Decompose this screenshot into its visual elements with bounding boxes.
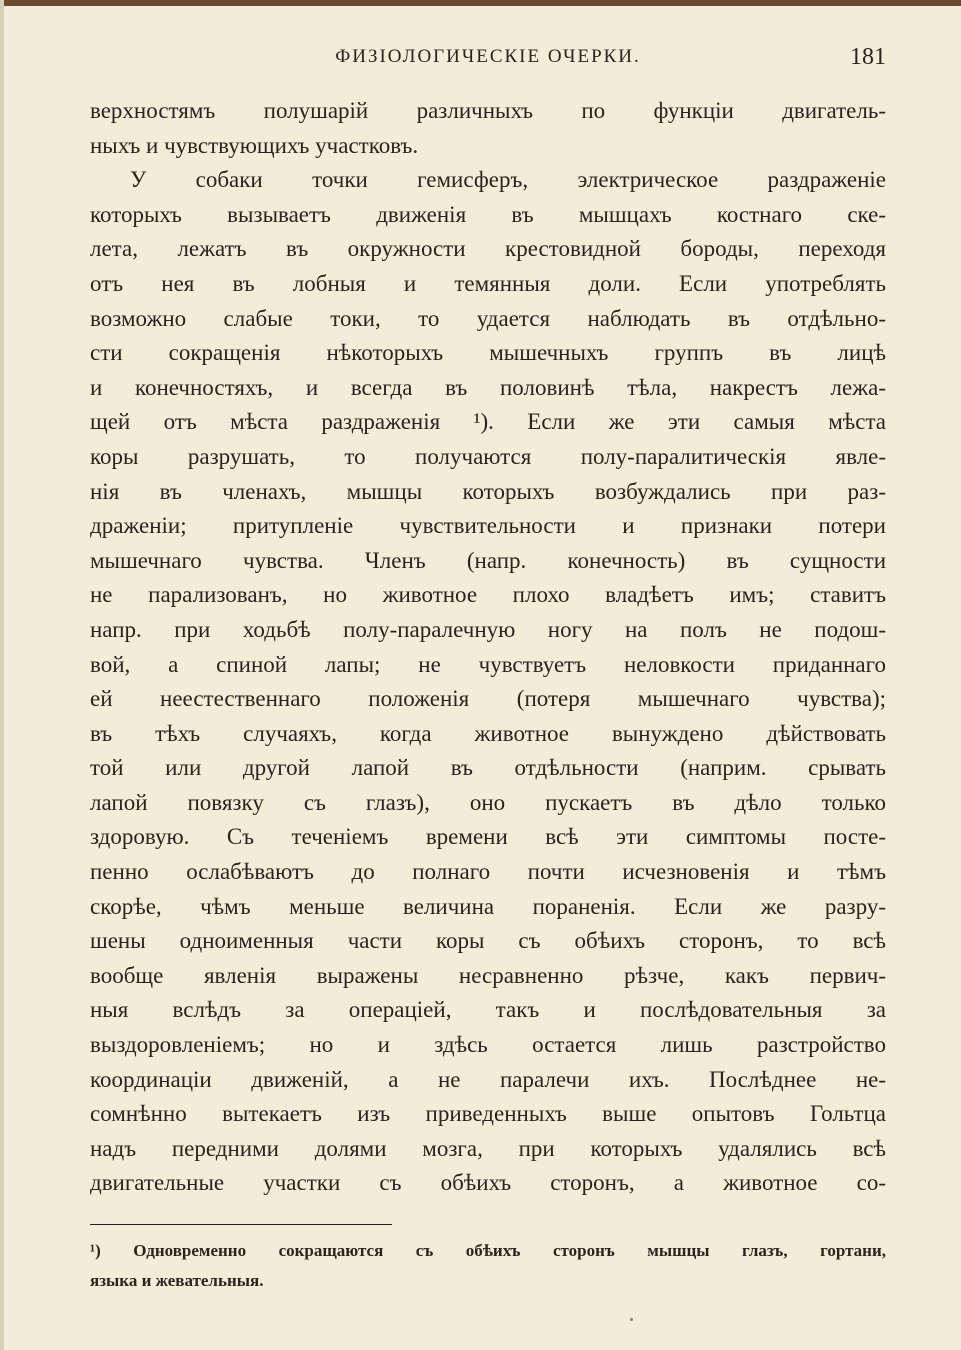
- text-line: выздоровленіемъ; но и здѣсь остается лишь разстройство: [90, 1032, 886, 1058]
- text-line: щей отъ мѣста раздраженія ¹). Если же эти самыя мѣста: [90, 409, 886, 435]
- text-line: не парализованъ, но животное плохо владѣетъ имъ; ставитъ: [90, 582, 886, 608]
- body-text: [90, 94, 886, 1201]
- text-line: лапой повязку съ глазъ), оно пускаетъ въ дѣло только: [90, 789, 886, 815]
- running-title: ФИЗІОЛОГИЧЕСКІЕ ОЧЕРКИ.: [335, 46, 641, 67]
- page-top-edge: [0, 0, 961, 6]
- text-line: и конечностяхъ, и всегда въ половинѣ тѣла, накрестъ лежа-: [90, 374, 886, 400]
- page-left-edge: [0, 0, 4, 1350]
- text-line: ныя вслѣдъ за операціей, такъ и послѣдовательныя за: [90, 997, 886, 1023]
- text-line: коры разрушать, то получаются полу-паралитическія явле-: [90, 443, 886, 469]
- text-line: ныхъ и чувствующихъ участковъ.: [90, 132, 419, 158]
- text-line: надъ передними долями мозга, при которыхъ удалялись всѣ: [90, 1135, 886, 1161]
- text-line: координаціи движеній, а не паралечи ихъ. Послѣднее не-: [90, 1066, 886, 1092]
- text-line: сомнѣнно вытекаетъ изъ приведенныхъ выше опытовъ Гольтца: [90, 1101, 886, 1127]
- page-header: [90, 44, 886, 74]
- text-line: шены одноименныя части коры съ обѣихъ сторонъ, то всѣ: [90, 928, 886, 954]
- footnote-line: языка и жевательныя.: [90, 1271, 264, 1290]
- text-line: въ тѣхъ случаяхъ, когда животное вынуждено дѣйствовать: [90, 720, 886, 746]
- text-line: той или другой лапой въ отдѣльности (наприм. срывать: [90, 755, 886, 781]
- footnote: [90, 1236, 886, 1296]
- text-line: напр. при ходьбѣ полу-паралечную ногу на полъ не подош-: [90, 616, 886, 642]
- text-line: У собаки точки гемисферъ, электрическое раздраженіе: [130, 167, 886, 193]
- text-line: возможно слабые токи, то удается наблюдать въ отдѣльно-: [90, 305, 886, 331]
- text-line: мышечнаго чувства. Членъ (напр. конечность) въ сущности: [90, 547, 886, 573]
- text-line: скорѣе, чѣмъ меньше величина пораненія. Если же разру-: [90, 893, 886, 919]
- paper-speck: [630, 1318, 633, 1321]
- text-line: здоровую. Съ теченіемъ времени всѣ эти симптомы посте-: [90, 824, 886, 850]
- footnote-rule: [90, 1224, 392, 1225]
- text-line: сти сокращенія нѣкоторыхъ мышечныхъ группъ въ лицѣ: [90, 340, 886, 366]
- text-line: верхностямъ полушарій различныхъ по функціи двигатель-: [90, 98, 886, 123]
- text-line: нія въ членахъ, мышцы которыхъ возбуждались при раз-: [90, 478, 886, 504]
- text-line: лета, лежатъ въ окружности крестовидной бороды, переходя: [90, 236, 886, 262]
- text-line: пенно ослабѣваютъ до полнаго почти исчезновенія и тѣмъ: [90, 859, 886, 885]
- text-line: ей неестественнаго положенія (потеря мышечнаго чувства);: [90, 686, 886, 712]
- footnote-line: ¹) Одновременно сокращаются съ обѣихъ сторонъ мышцы глазъ, гортани,: [90, 1241, 886, 1260]
- text-line: которыхъ вызываетъ движенія въ мышцахъ костнаго ске-: [90, 201, 886, 227]
- text-line: вообще явленія выражены несравненно рѣзче, какъ первич-: [90, 962, 886, 988]
- text-line: драженіи; притупленіе чувствительности и признаки потери: [90, 513, 886, 539]
- text-line: вой, а спиной лапы; не чувствуетъ неловкости приданнаго: [90, 651, 886, 677]
- page-number: 181: [850, 44, 886, 70]
- text-line: отъ нея въ лобныя и темянныя доли. Если употреблять: [90, 270, 886, 296]
- text-line: двигательные участки съ обѣихъ сторонъ, а животное со-: [90, 1170, 886, 1196]
